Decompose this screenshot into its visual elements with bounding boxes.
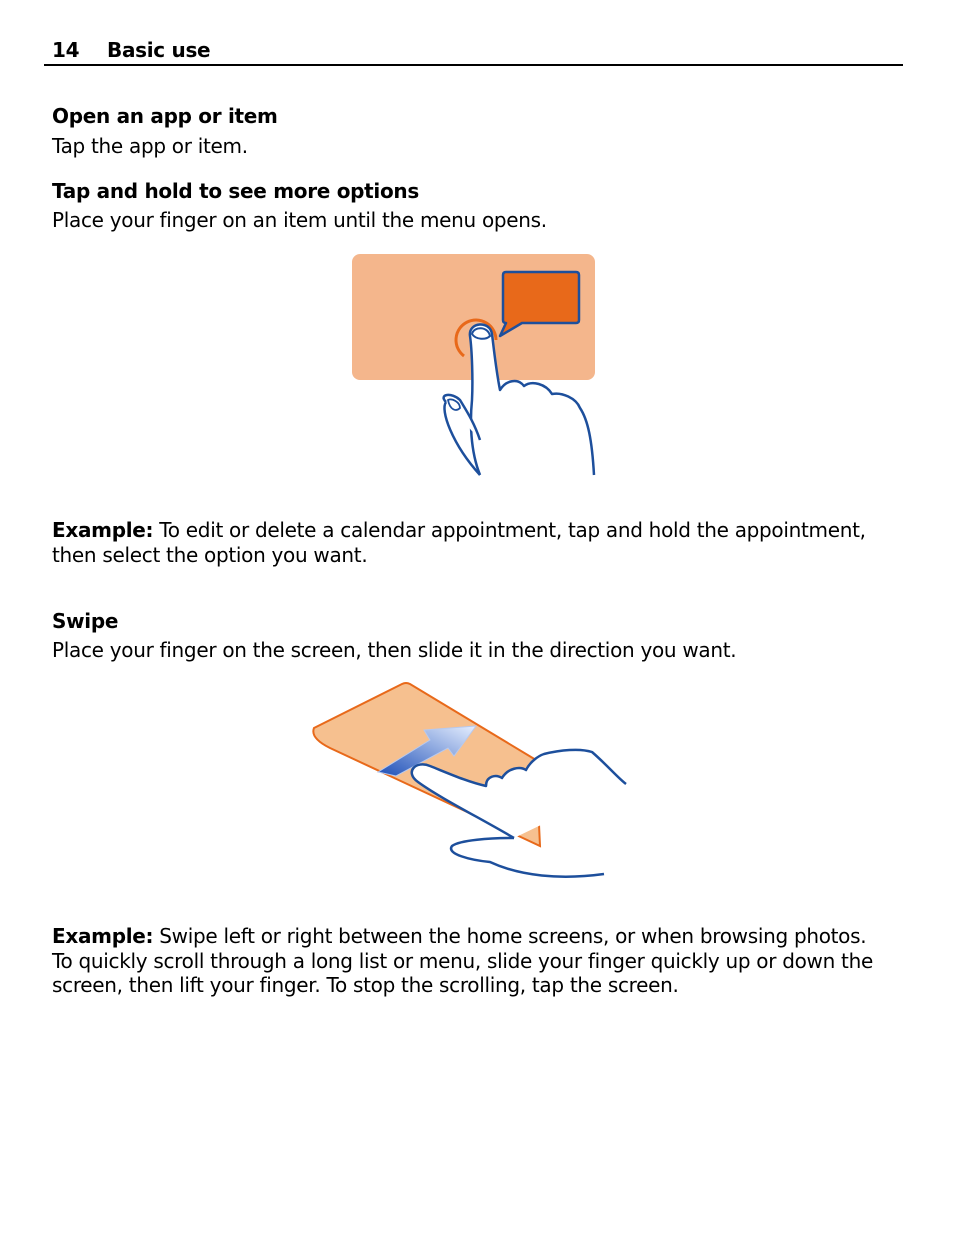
text-open-app: Tap the app or item. [52,134,248,158]
section-title: Basic use [107,38,211,62]
example-swipe-line2: To quickly scroll through a long list or menu, slide your finger quickly up or down the [52,949,873,973]
example-tap-hold-line2: then select the option you want. [52,543,368,567]
text-swipe: Place your finger on the screen, then slide it in the direction you want. [52,638,737,662]
page-header [44,36,903,66]
heading-swipe: Swipe [52,609,119,633]
heading-tap-hold: Tap and hold to see more options [52,179,419,203]
tap-and-hold-hand-illustration [340,250,610,480]
swipe-hand-illustration [300,678,640,888]
example-tap-hold-line1: Example: To edit or delete a calendar appointment, tap and hold the appointment, [52,518,866,542]
page-number: 14 [52,38,80,62]
example-label: Example: [52,518,154,542]
example-label: Example: [52,924,154,948]
heading-open-app: Open an app or item [52,104,278,128]
text-tap-hold: Place your finger on an item until the menu opens. [52,208,547,232]
example-swipe-line3: screen, then lift your finger. To stop the scrolling, tap the screen. [52,973,679,997]
example-swipe-line1: Example: Swipe left or right between the home screens, or when browsing photos. [52,924,867,948]
